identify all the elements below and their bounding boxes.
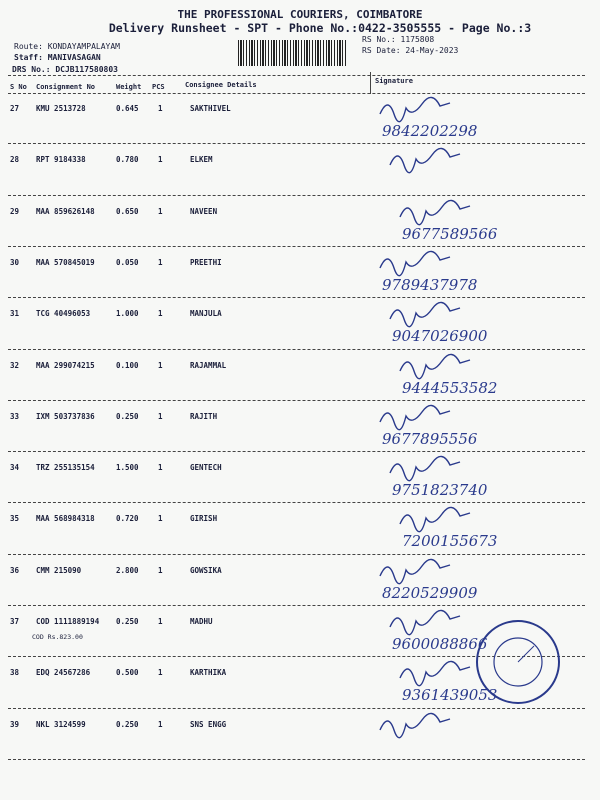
cell-weight: 0.720 <box>116 514 139 524</box>
signature-phone: 9789437978 <box>382 275 478 294</box>
cell-consignment: MAA 568984318 <box>36 514 95 524</box>
cell-pcs: 1 <box>158 617 163 626</box>
signature-phone: 9842202298 <box>382 122 478 140</box>
cell-sno: 39 <box>10 719 20 729</box>
company-title: THE PROFESSIONAL COURIERS, COIMBATORE <box>177 8 423 21</box>
staff-label: Staff: MANIVASAGAN <box>14 53 101 62</box>
cell-consignee: KARTHIKA <box>190 668 227 678</box>
col-consignee: Consignee Details <box>185 81 257 89</box>
cell-consignee: PREETHI <box>190 257 222 267</box>
signature-phone: 9677895556 <box>382 429 478 448</box>
cell-sno: 27 <box>10 104 20 113</box>
cell-consignment: MAA 570845019 <box>36 257 95 267</box>
cell-consignee: MANJULA <box>190 309 222 319</box>
cell-weight: 0.100 <box>116 360 139 370</box>
col-sno: S No <box>10 83 27 91</box>
cell-sno: 29 <box>10 206 20 216</box>
cell-pcs: 1 <box>158 565 163 575</box>
drs-number: DRS No.: DCJB117580803 <box>12 65 118 74</box>
cell-weight: 0.650 <box>116 206 139 216</box>
barcode <box>238 40 348 66</box>
signature-phone: 9047026900 <box>392 327 488 346</box>
col-consignment: Consignment No <box>36 83 96 91</box>
cell-consignee: SAKTHIVEL <box>190 104 231 113</box>
cell-consignment: IXM 503737836 <box>36 411 95 421</box>
signature-phone: 8220529909 <box>382 583 478 602</box>
signature-phone: 9444553582 <box>402 378 498 397</box>
cell-sno: 31 <box>10 309 20 319</box>
cell-weight: 0.050 <box>116 257 139 267</box>
cell-consignee: GOWSIKA <box>190 565 222 575</box>
signature-phone: 9677589566 <box>402 224 498 243</box>
cell-weight: 0.645 <box>116 104 139 113</box>
cell-consignee: ELKEM <box>190 155 213 165</box>
cell-sno: 28 <box>10 155 20 165</box>
signature-phone: 7200155673 <box>402 532 498 551</box>
signature-phone: 9600088866 <box>392 635 488 653</box>
cell-sno: 35 <box>10 514 20 524</box>
cell-weight: 0.780 <box>116 155 139 165</box>
col-pcs: PCS <box>152 83 165 91</box>
cell-consignment: TCG 40496053 <box>36 309 91 319</box>
cell-weight: 2.800 <box>116 565 139 575</box>
cell-pcs: 1 <box>158 155 163 165</box>
signature-phone: 9751823740 <box>392 481 488 500</box>
cell-pcs: 1 <box>158 514 163 524</box>
cell-consignee: MADHU <box>190 617 213 626</box>
cell-consignment: CMM 215090 <box>36 565 82 575</box>
cell-weight: 0.250 <box>116 617 139 626</box>
cell-weight: 1.000 <box>116 309 139 319</box>
cell-pcs: 1 <box>158 411 163 421</box>
cell-pcs: 1 <box>158 463 163 473</box>
cell-sno: 32 <box>10 360 20 370</box>
cell-consignee: NAVEEN <box>190 206 218 216</box>
cell-weight: 0.500 <box>116 668 139 678</box>
cell-weight: 0.250 <box>116 719 139 729</box>
header-top-rule <box>8 75 585 76</box>
cell-sno: 33 <box>10 411 20 421</box>
cell-consignment: NKL 3124599 <box>36 719 86 729</box>
cell-pcs: 1 <box>158 360 163 370</box>
college-stamp <box>474 618 562 706</box>
cell-consignment: COD 1111889194 <box>36 617 100 626</box>
cell-consignment: MAA 859626148 <box>36 206 95 216</box>
cell-sno: 30 <box>10 257 20 267</box>
cell-pcs: 1 <box>158 668 163 678</box>
cell-consignee: RAJAMMAL <box>190 360 227 370</box>
rs-date: RS Date: 24-May-2023 <box>362 46 459 55</box>
cell-consignee: RAJITH <box>190 411 218 421</box>
route-label: Route: KONDAYAMPALAYAM <box>14 42 120 51</box>
cell-pcs: 1 <box>158 719 163 729</box>
signature-column-divider <box>370 72 371 94</box>
cell-pcs: 1 <box>158 309 163 319</box>
cod-amount-note: COD Rs.823.00 <box>32 633 83 641</box>
cell-consignment: KMU 2513728 <box>36 104 86 113</box>
col-weight: Weight <box>116 83 142 91</box>
cell-consignee: GIRISH <box>190 514 218 524</box>
cell-weight: 1.500 <box>116 463 139 473</box>
signature-phone: 9361439053 <box>402 686 498 705</box>
cell-consignment: EDQ 24567286 <box>36 668 91 678</box>
cell-sno: 36 <box>10 565 20 575</box>
col-signature: Signature <box>375 77 413 85</box>
signature-scribble <box>372 708 587 768</box>
cell-weight: 0.250 <box>116 411 139 421</box>
cell-consignment: RPT 9184338 <box>36 155 86 165</box>
cell-sno: 37 <box>10 617 20 626</box>
cell-pcs: 1 <box>158 206 163 216</box>
cell-consignment: TRZ 255135154 <box>36 463 95 473</box>
rs-number: RS No.: 1175808 <box>362 35 435 44</box>
cell-sno: 38 <box>10 668 20 678</box>
cell-consignee: GENTECH <box>190 463 222 473</box>
runsheet-title: Delivery Runsheet - SPT - Phone No.:0422-3505555 - Page No.:3 <box>108 21 532 35</box>
cell-pcs: 1 <box>158 257 163 267</box>
cell-pcs: 1 <box>158 104 163 113</box>
cell-consignee: SNS ENGG <box>190 719 227 729</box>
cell-consignment: MAA 299074215 <box>36 360 95 370</box>
cell-sno: 34 <box>10 463 20 473</box>
